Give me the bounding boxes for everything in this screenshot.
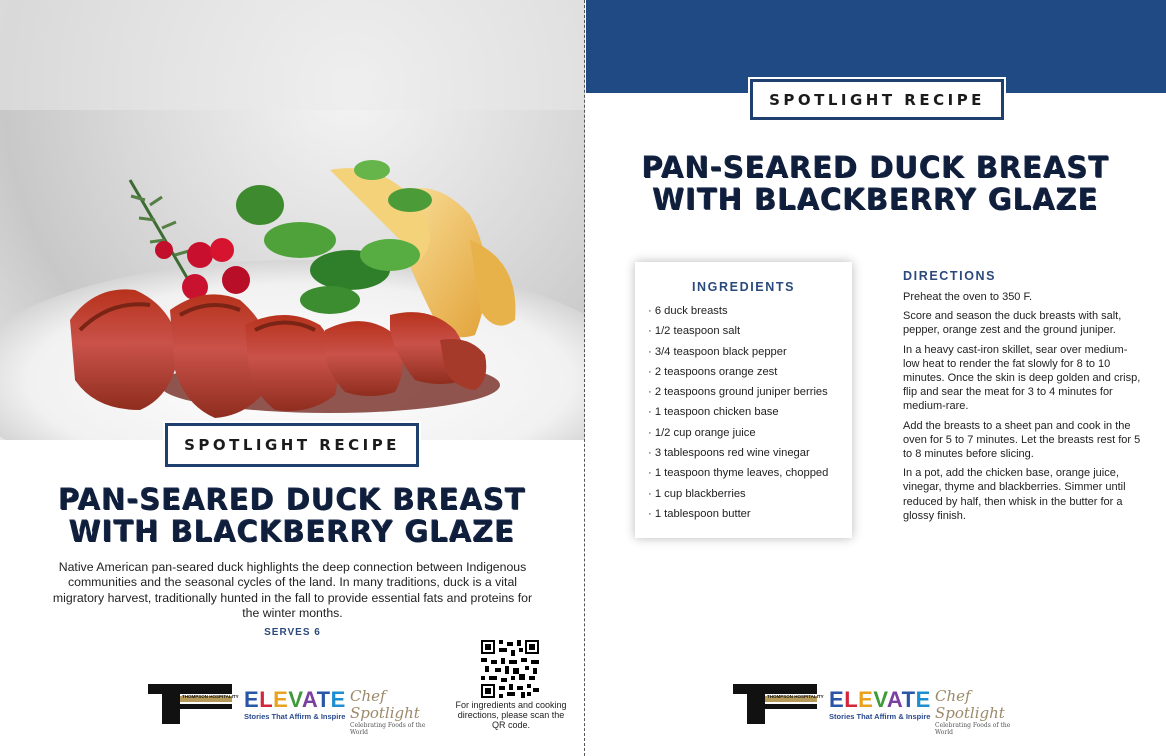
- qr-code-icon[interactable]: [481, 640, 539, 698]
- ingredient-item: · 1 cup blackberries: [648, 484, 828, 504]
- page-fold-divider: [584, 0, 585, 756]
- ingredient-item: · 1/2 cup orange juice: [648, 423, 828, 443]
- ingredients-list: [648, 301, 828, 524]
- ingredient-item: · 2 teaspoons orange zest: [648, 362, 828, 382]
- direction-step: Preheat the oven to 350 F.: [903, 291, 1033, 303]
- chef-spotlight-title: Chef Spotlight: [935, 687, 1005, 722]
- ingredient-item: · 1 teaspoon chicken base: [648, 402, 828, 422]
- direction-step: In a pot, add the chicken base, orange juice, vinegar, thyme and blackberries. Simmer until reduced by half, then whisk in the butter for a glossy finish.: [903, 467, 1126, 522]
- thompson-logo-text: THOMPSON HOSPITALITY: [767, 694, 824, 699]
- elevate-tagline: Stories That Affirm & Inspire: [244, 712, 346, 721]
- elevate-logo: [829, 688, 931, 721]
- duck-dish-photo: [0, 0, 585, 440]
- ingredient-item: · 3 tablespoons red wine vinegar: [648, 443, 828, 463]
- recipe-intro: Native American pan-seared duck highlights the deep connection between Indigenous communities and the seasonal cycles of the land. In many traditions, duck is a vital migratory harvest, traditionally hunted in the fall to provide essential fats and proteins for the winter months.: [52, 560, 533, 621]
- chef-spotlight-tagline: Celebrating Foods of the World: [935, 722, 1011, 736]
- spotlight-recipe-badge: SPOTLIGHT RECIPE: [165, 423, 419, 467]
- directions-heading: DIRECTIONS: [903, 269, 997, 283]
- elevate-logo: [244, 688, 346, 721]
- ingredient-item: · 6 duck breasts: [648, 301, 828, 321]
- chef-spotlight-logo: [935, 688, 1025, 736]
- ingredient-item: · 1 tablespoon butter: [648, 504, 828, 524]
- elevate-wordmark: ELEVATE: [829, 687, 931, 712]
- recipe-title: PAN-SEARED DUCK BREAST WITH BLACKBERRY GLAZE: [642, 151, 1110, 217]
- elevate-tagline: Stories That Affirm & Inspire: [829, 712, 931, 721]
- direction-step: Add the breasts to a sheet pan and cook in the oven for 5 to 7 minutes. Let the breasts rest for 5 to 8 minutes before slicing.: [903, 419, 1141, 461]
- thompson-hospitality-logo: [733, 682, 824, 724]
- right-page: [586, 0, 1166, 756]
- chef-spotlight-tagline: Celebrating Foods of the World: [350, 722, 426, 736]
- ingredient-item: · 1/2 teaspoon salt: [648, 321, 828, 341]
- direction-step: Score and season the duck breasts with salt, pepper, orange zest and the ground juniper.: [903, 310, 1122, 337]
- directions-body: [903, 290, 1141, 528]
- qr-instructions: For ingredients and cooking directions, please scan the QR code.: [455, 700, 567, 730]
- thompson-logo-text: THOMPSON HOSPITALITY: [182, 694, 239, 699]
- duck-dish-illustration: [0, 0, 585, 440]
- elevate-wordmark: ELEVATE: [244, 687, 346, 712]
- ingredient-item: · 3/4 teaspoon black pepper: [648, 342, 828, 362]
- recipe-title: PAN-SEARED DUCK BREAST WITH BLACKBERRY GLAZE: [58, 483, 527, 549]
- ingredient-item: · 2 teaspoons ground juniper berries: [648, 382, 828, 402]
- serves-label: SERVES 6: [264, 627, 321, 638]
- direction-step: In a heavy cast-iron skillet, sear over medium-low heat to render the fat slowly for 8 to 10 minutes. Once the skin is deep golden and crisp, flip and sear the meat for 3 to 4 minutes for medium-rare.: [903, 343, 1141, 413]
- chef-spotlight-logo: [350, 688, 440, 736]
- spotlight-recipe-badge: SPOTLIGHT RECIPE: [750, 79, 1004, 120]
- ingredients-heading: INGREDIENTS: [691, 280, 796, 294]
- thompson-hospitality-logo: [148, 682, 239, 724]
- ingredient-item: · 1 teaspoon thyme leaves, chopped: [648, 463, 828, 483]
- ingredients-card: [635, 262, 852, 538]
- chef-spotlight-title: Chef Spotlight: [350, 687, 420, 722]
